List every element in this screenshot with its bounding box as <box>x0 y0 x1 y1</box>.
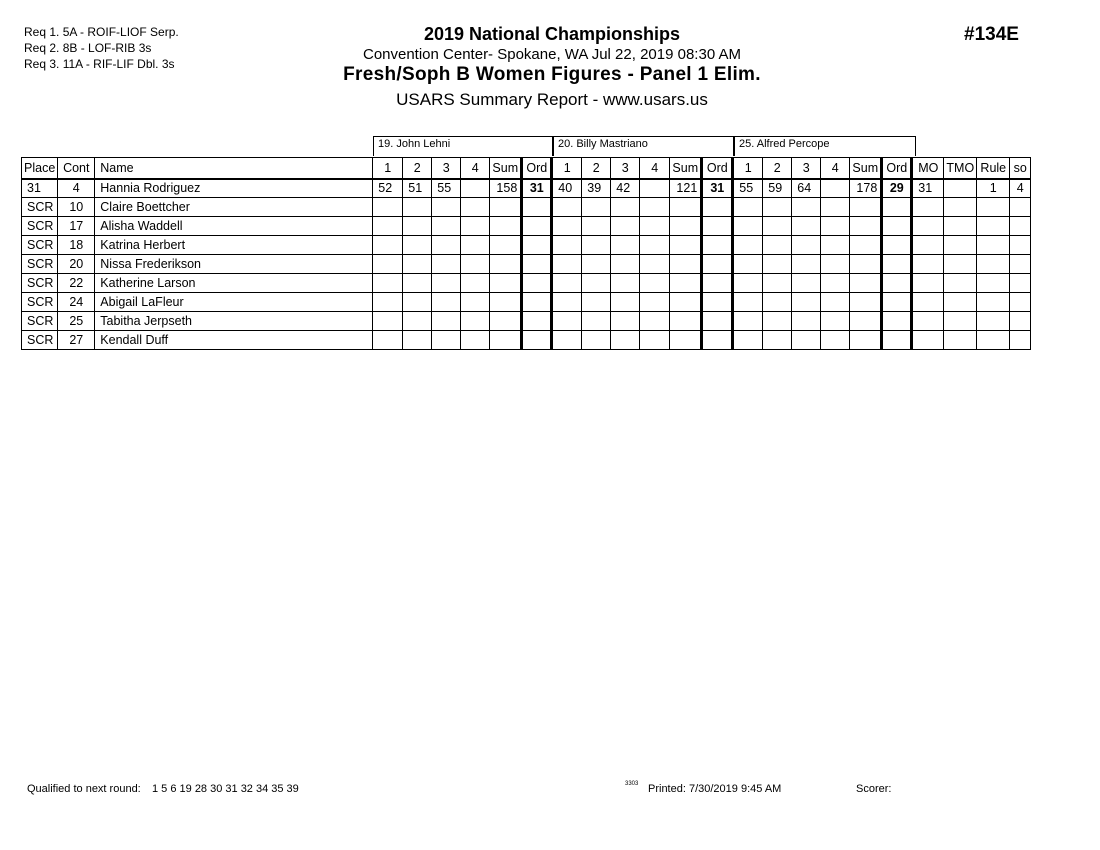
figure-score-cell <box>552 312 582 331</box>
figure-score-cell <box>792 255 821 274</box>
figure-score-cell <box>792 293 821 312</box>
ordinal-cell <box>882 217 912 236</box>
sum-cell <box>490 312 522 331</box>
sum-cell <box>490 293 522 312</box>
ordinal-cell <box>702 274 733 293</box>
skater-name-cell: Kendall Duff <box>95 331 373 350</box>
ordinal-cell: 29 <box>882 179 912 198</box>
sum-cell <box>850 293 882 312</box>
figure-score-cell <box>373 293 403 312</box>
figure-score-cell <box>432 312 461 331</box>
figure-score-cell <box>432 198 461 217</box>
sum-cell <box>490 198 522 217</box>
figure-score-cell <box>763 198 792 217</box>
figure-score-cell <box>733 236 763 255</box>
mo-cell <box>912 312 944 331</box>
figure-score-cell <box>640 198 670 217</box>
figure-score-cell <box>821 331 850 350</box>
place-cell: SCR <box>22 312 58 331</box>
rule-cell <box>977 312 1010 331</box>
header-judge3-fig2: 2 <box>763 158 792 179</box>
figure-score-cell <box>582 198 611 217</box>
rule-cell <box>977 198 1010 217</box>
mo-cell <box>912 217 944 236</box>
figure-score-cell <box>461 198 490 217</box>
ordinal-cell <box>882 274 912 293</box>
figure-score-cell <box>792 274 821 293</box>
figure-score-cell <box>640 236 670 255</box>
figure-score-cell <box>461 331 490 350</box>
figure-score-cell <box>403 312 432 331</box>
mo-cell <box>912 331 944 350</box>
contestant-number-cell: 18 <box>58 236 95 255</box>
figure-score-cell <box>733 274 763 293</box>
place-cell: SCR <box>22 274 58 293</box>
figure-score-cell <box>461 293 490 312</box>
header-name: Name <box>95 158 373 179</box>
figure-score-cell <box>582 236 611 255</box>
figure-score-cell <box>582 217 611 236</box>
contestant-number-cell: 24 <box>58 293 95 312</box>
so-cell <box>1010 293 1031 312</box>
place-cell: SCR <box>22 236 58 255</box>
figure-score-cell <box>763 236 792 255</box>
figure-score-cell <box>640 217 670 236</box>
figure-score-cell <box>733 312 763 331</box>
figure-score-cell <box>582 274 611 293</box>
table-row <box>22 217 1031 236</box>
header-cont: Cont <box>58 158 95 179</box>
figure-score-cell <box>403 217 432 236</box>
figure-score-cell <box>640 179 670 198</box>
sum-cell: 158 <box>490 179 522 198</box>
figure-score-cell <box>582 331 611 350</box>
figure-score-cell: 52 <box>373 179 403 198</box>
so-cell <box>1010 312 1031 331</box>
ordinal-cell <box>702 293 733 312</box>
figure-score-cell <box>821 274 850 293</box>
ordinal-cell <box>522 312 552 331</box>
figure-score-cell <box>611 236 640 255</box>
table-row <box>22 179 1031 198</box>
figure-score-cell <box>373 198 403 217</box>
ordinal-cell <box>522 255 552 274</box>
rule-cell <box>977 217 1010 236</box>
so-cell <box>1010 198 1031 217</box>
figure-score-cell <box>792 331 821 350</box>
ordinal-cell <box>522 274 552 293</box>
judge-header-2: 20. Billy Mastriano <box>553 136 734 156</box>
figure-score-cell <box>552 217 582 236</box>
sum-cell <box>670 293 702 312</box>
ordinal-cell <box>702 312 733 331</box>
requirement-1: Req 1. 5A - ROIF-LIOF Serp. <box>24 25 179 39</box>
figure-score-cell <box>611 312 640 331</box>
ordinal-cell <box>702 255 733 274</box>
figure-score-cell <box>763 255 792 274</box>
header-judge2-fig1: 1 <box>552 158 582 179</box>
ordinal-cell <box>522 217 552 236</box>
header-place: Place <box>22 158 58 179</box>
header-judge3-fig4: 4 <box>821 158 850 179</box>
tmo-cell <box>944 236 977 255</box>
figure-score-cell <box>733 217 763 236</box>
tmo-cell <box>944 198 977 217</box>
header-judge3-fig1: 1 <box>733 158 763 179</box>
sum-cell <box>670 274 702 293</box>
sum-cell <box>850 217 882 236</box>
contestant-number-cell: 4 <box>58 179 95 198</box>
printed-timestamp: Printed: 7/30/2019 9:45 AM <box>648 783 782 795</box>
figure-score-cell <box>792 217 821 236</box>
figure-score-cell <box>552 331 582 350</box>
skater-name-cell: Katherine Larson <box>95 274 373 293</box>
sum-cell <box>850 331 882 350</box>
place-cell: SCR <box>22 255 58 274</box>
header-judge3-ord: Ord <box>882 158 912 179</box>
header-tmo: TMO <box>944 158 977 179</box>
tmo-cell <box>944 274 977 293</box>
figure-score-cell <box>611 255 640 274</box>
figure-score-cell <box>552 198 582 217</box>
so-cell <box>1010 255 1031 274</box>
ordinal-cell <box>882 331 912 350</box>
contestant-number-cell: 17 <box>58 217 95 236</box>
ordinal-cell <box>882 293 912 312</box>
figure-score-cell <box>552 274 582 293</box>
figure-score-cell <box>461 312 490 331</box>
ordinal-cell: 31 <box>702 179 733 198</box>
scorer-label: Scorer: <box>856 783 892 795</box>
header-rule: Rule <box>977 158 1010 179</box>
requirement-2: Req 2. 8B - LOF-RIB 3s <box>24 41 152 55</box>
sum-cell: 178 <box>850 179 882 198</box>
tmo-cell <box>944 217 977 236</box>
figure-score-cell <box>582 293 611 312</box>
sum-cell <box>850 198 882 217</box>
figure-score-cell <box>821 217 850 236</box>
figure-score-cell <box>611 274 640 293</box>
figure-score-cell <box>373 217 403 236</box>
report-title: USARS Summary Report - www.usars.us <box>396 90 708 109</box>
rule-cell <box>977 236 1010 255</box>
figure-score-cell <box>403 331 432 350</box>
event-number: #134E <box>964 24 1019 45</box>
ordinal-cell <box>882 236 912 255</box>
header-judge2-fig2: 2 <box>582 158 611 179</box>
sum-cell <box>670 331 702 350</box>
figure-score-cell: 40 <box>552 179 582 198</box>
figure-score-cell <box>611 198 640 217</box>
figure-score-cell <box>733 198 763 217</box>
place-cell: 31 <box>22 179 58 198</box>
requirement-3: Req 3. 11A - RIF-LIF Dbl. 3s <box>24 57 175 71</box>
ordinal-cell <box>702 331 733 350</box>
place-cell: SCR <box>22 198 58 217</box>
header-judge2-fig3: 3 <box>611 158 640 179</box>
tmo-cell <box>944 331 977 350</box>
results-table <box>21 157 1031 350</box>
ordinal-cell <box>702 198 733 217</box>
ordinal-cell <box>522 331 552 350</box>
place-cell: SCR <box>22 217 58 236</box>
header-judge3-sum: Sum <box>850 158 882 179</box>
figure-score-cell <box>611 331 640 350</box>
skater-name-cell: Claire Boettcher <box>95 198 373 217</box>
figure-score-cell <box>821 236 850 255</box>
ordinal-cell <box>882 255 912 274</box>
mo-cell <box>912 274 944 293</box>
figure-score-cell <box>373 255 403 274</box>
rule-cell: 1 <box>977 179 1010 198</box>
sum-cell <box>490 331 522 350</box>
table-row <box>22 274 1031 293</box>
sum-cell <box>670 236 702 255</box>
figure-score-cell: 55 <box>733 179 763 198</box>
figure-score-cell <box>733 293 763 312</box>
figure-score-cell <box>432 236 461 255</box>
figure-score-cell <box>432 331 461 350</box>
figure-score-cell <box>763 293 792 312</box>
ordinal-cell <box>702 217 733 236</box>
skater-name-cell: Alisha Waddell <box>95 217 373 236</box>
sum-cell <box>670 255 702 274</box>
figure-score-cell <box>733 255 763 274</box>
table-row <box>22 331 1031 350</box>
figure-score-cell <box>552 255 582 274</box>
tmo-cell <box>944 179 977 198</box>
header-judge1-ord: Ord <box>522 158 552 179</box>
figure-score-cell <box>763 331 792 350</box>
skater-name-cell: Abigail LaFleur <box>95 293 373 312</box>
so-cell <box>1010 331 1031 350</box>
figure-score-cell <box>373 331 403 350</box>
figure-score-cell <box>582 255 611 274</box>
sum-cell <box>490 217 522 236</box>
figure-score-cell <box>373 236 403 255</box>
venue-date: Convention Center- Spokane, WA Jul 22, 2019 08:30 AM <box>362 46 741 63</box>
sum-cell <box>490 274 522 293</box>
figure-score-cell <box>640 331 670 350</box>
figure-score-cell <box>432 274 461 293</box>
ordinal-cell: 31 <box>522 179 552 198</box>
tmo-cell <box>944 293 977 312</box>
figure-score-cell <box>461 274 490 293</box>
figure-score-cell <box>373 274 403 293</box>
skater-name-cell: Nissa Frederikson <box>95 255 373 274</box>
table-row <box>22 198 1031 217</box>
figure-score-cell <box>821 312 850 331</box>
figure-score-cell <box>640 274 670 293</box>
figure-score-cell <box>792 198 821 217</box>
judge-header-3: 25. Alfred Percope <box>734 136 916 156</box>
mo-cell <box>912 293 944 312</box>
figure-score-cell <box>403 198 432 217</box>
mo-cell <box>912 236 944 255</box>
header-so: so <box>1010 158 1031 179</box>
ordinal-cell <box>882 312 912 331</box>
ordinal-cell <box>522 236 552 255</box>
figure-score-cell <box>403 293 432 312</box>
sum-cell <box>490 236 522 255</box>
mo-cell: 31 <box>912 179 944 198</box>
figure-score-cell <box>821 179 850 198</box>
figure-score-cell <box>582 312 611 331</box>
ordinal-cell <box>882 198 912 217</box>
place-cell: SCR <box>22 331 58 350</box>
place-cell: SCR <box>22 293 58 312</box>
figure-score-cell <box>792 236 821 255</box>
sum-cell <box>850 274 882 293</box>
rule-cell <box>977 255 1010 274</box>
so-cell <box>1010 274 1031 293</box>
so-cell <box>1010 236 1031 255</box>
header-judge1-fig4: 4 <box>461 158 490 179</box>
event-title: Fresh/Soph B Women Figures - Panel 1 Elim. <box>343 64 761 85</box>
tmo-cell <box>944 312 977 331</box>
sum-cell <box>490 255 522 274</box>
qualified-label: Qualified to next round: <box>27 783 141 795</box>
figure-score-cell: 55 <box>432 179 461 198</box>
figure-score-cell <box>552 236 582 255</box>
header-judge1-fig2: 2 <box>403 158 432 179</box>
sum-cell <box>670 312 702 331</box>
figure-score-cell: 39 <box>582 179 611 198</box>
header-mo: MO <box>912 158 944 179</box>
table-row <box>22 312 1031 331</box>
figure-score-cell <box>640 293 670 312</box>
figure-score-cell <box>640 312 670 331</box>
sum-cell <box>850 255 882 274</box>
figure-score-cell <box>821 255 850 274</box>
sum-cell <box>670 198 702 217</box>
sum-cell <box>850 312 882 331</box>
contestant-number-cell: 20 <box>58 255 95 274</box>
skater-name-cell: Tabitha Jerpseth <box>95 312 373 331</box>
figure-score-cell: 42 <box>611 179 640 198</box>
header-judge2-sum: Sum <box>670 158 702 179</box>
so-cell <box>1010 217 1031 236</box>
contestant-number-cell: 25 <box>58 312 95 331</box>
contestant-number-cell: 22 <box>58 274 95 293</box>
ordinal-cell <box>522 198 552 217</box>
figure-score-cell <box>403 255 432 274</box>
figure-score-cell: 51 <box>403 179 432 198</box>
skater-name-cell: Hannia Rodriguez <box>95 179 373 198</box>
mo-cell <box>912 198 944 217</box>
figure-score-cell <box>373 312 403 331</box>
figure-score-cell <box>552 293 582 312</box>
ordinal-cell <box>522 293 552 312</box>
figure-score-cell <box>432 255 461 274</box>
header-judge2-ord: Ord <box>702 158 733 179</box>
figure-score-cell <box>821 293 850 312</box>
header-judge1-sum: Sum <box>490 158 522 179</box>
table-row <box>22 236 1031 255</box>
figure-score-cell <box>432 293 461 312</box>
ordinal-cell <box>702 236 733 255</box>
figure-score-cell <box>403 236 432 255</box>
rule-cell <box>977 293 1010 312</box>
figure-score-cell <box>461 179 490 198</box>
figure-score-cell: 59 <box>763 179 792 198</box>
figure-score-cell <box>763 217 792 236</box>
figure-score-cell <box>763 312 792 331</box>
judge-header-1: 19. John Lehni <box>373 136 553 156</box>
figure-score-cell <box>821 198 850 217</box>
figure-score-cell <box>611 217 640 236</box>
mo-cell <box>912 255 944 274</box>
contestant-number-cell: 10 <box>58 198 95 217</box>
header-judge2-fig4: 4 <box>640 158 670 179</box>
figure-score-cell <box>403 274 432 293</box>
rule-cell <box>977 331 1010 350</box>
figure-score-cell <box>733 331 763 350</box>
rule-cell <box>977 274 1010 293</box>
figure-score-cell <box>432 217 461 236</box>
sum-cell: 121 <box>670 179 702 198</box>
figure-score-cell: 64 <box>792 179 821 198</box>
figure-score-cell <box>792 312 821 331</box>
sum-cell <box>670 217 702 236</box>
skater-name-cell: Katrina Herbert <box>95 236 373 255</box>
figure-score-cell <box>611 293 640 312</box>
table-row <box>22 293 1031 312</box>
sum-cell <box>850 236 882 255</box>
qualified-list: 1 5 6 19 28 30 31 32 34 35 39 <box>152 783 299 795</box>
contestant-number-cell: 27 <box>58 331 95 350</box>
figure-score-cell <box>461 217 490 236</box>
tmo-cell <box>944 255 977 274</box>
report-code: 3303 <box>625 781 639 787</box>
competition-title: 2019 National Championships <box>423 24 681 44</box>
header-judge1-fig3: 3 <box>432 158 461 179</box>
header-judge3-fig3: 3 <box>792 158 821 179</box>
table-row <box>22 255 1031 274</box>
figure-score-cell <box>640 255 670 274</box>
header-judge1-fig1: 1 <box>373 158 403 179</box>
figure-score-cell <box>461 236 490 255</box>
so-cell: 4 <box>1010 179 1031 198</box>
figure-score-cell <box>763 274 792 293</box>
figure-score-cell <box>461 255 490 274</box>
